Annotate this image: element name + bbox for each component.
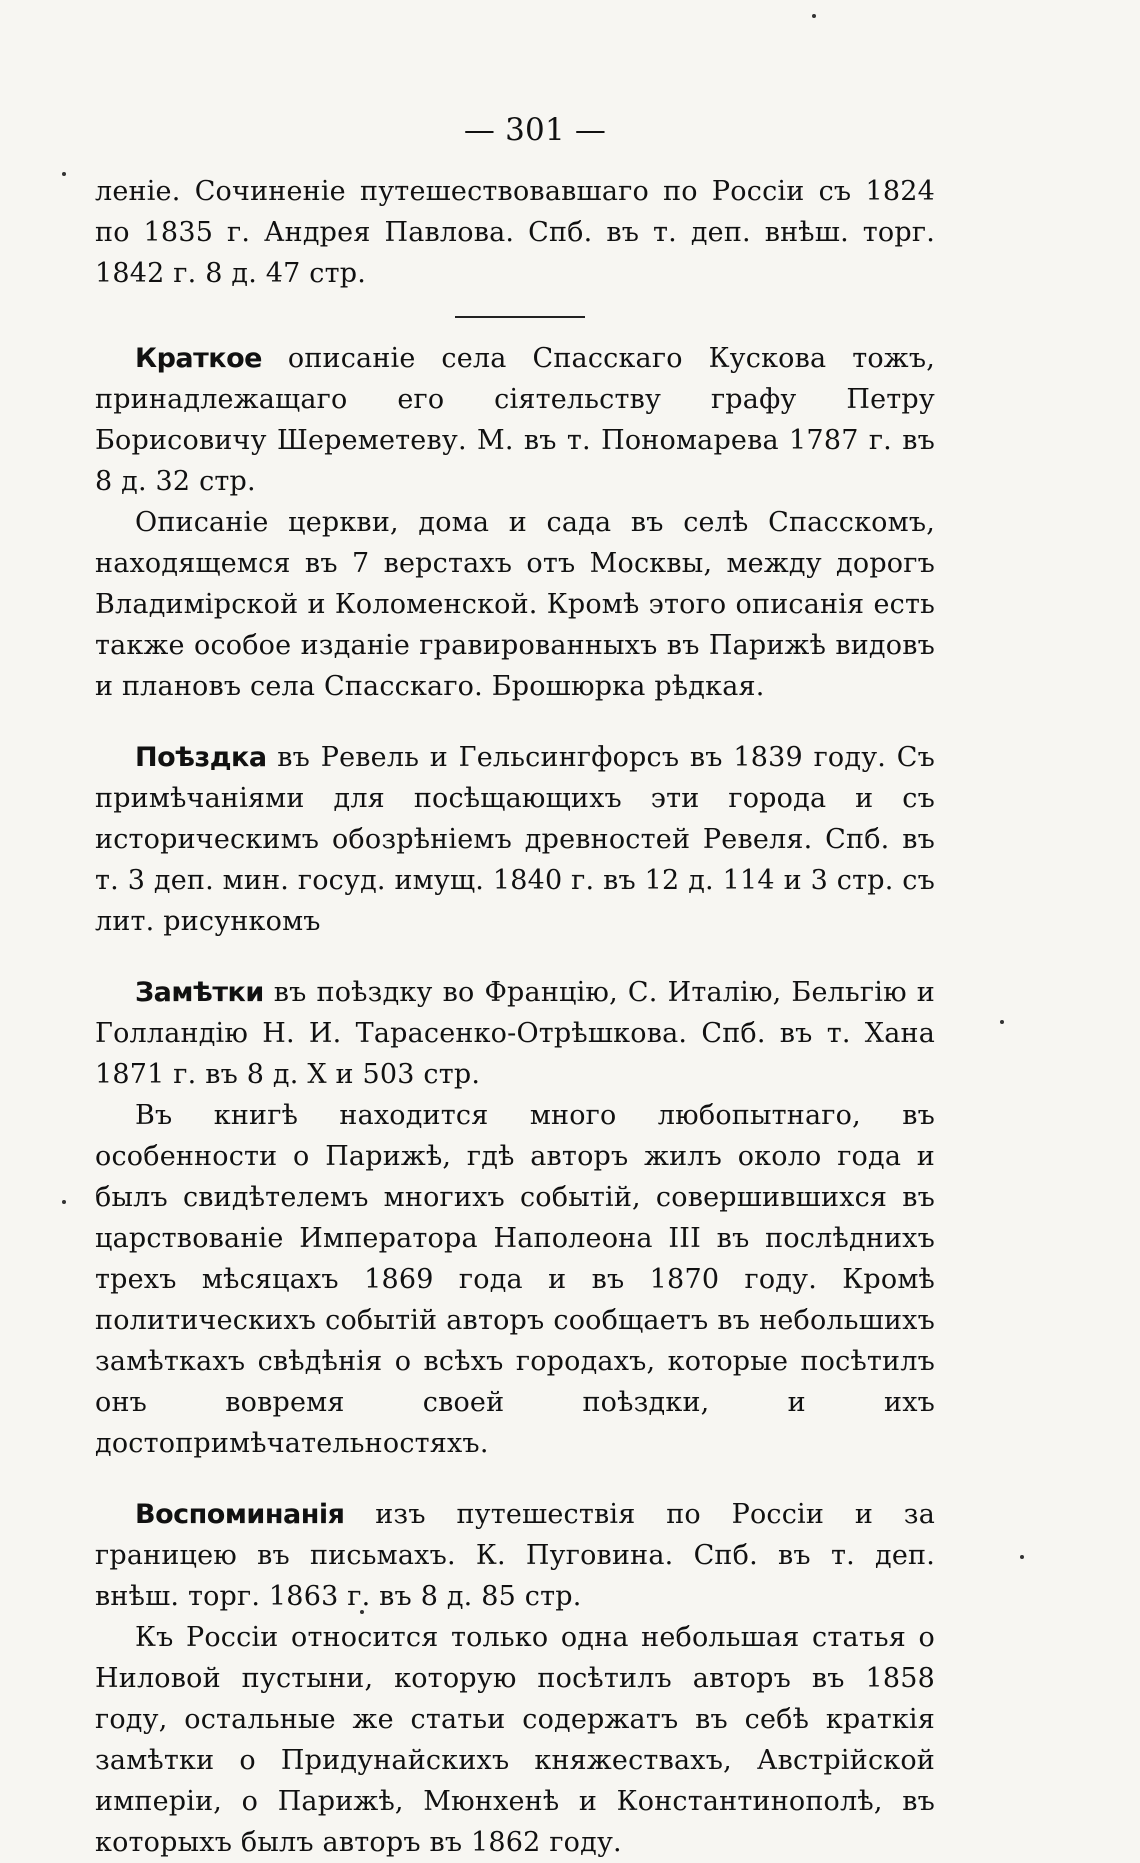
intro-paragraph: леніе. Сочиненіе путешествовавшаго по Россіи съ 1824 по 1835 г. Андрея Павлова. Спб. въ т. деп. внѣш. торг. 1842 г. 8 д. 47 стр. (95, 176, 935, 289)
entry-annotation: Къ Россіи относится только одна небольшая статья о Ниловой пустыни, которую посѣтилъ авторъ въ 1858 году, остальные же статьи содержатъ въ себѣ краткія замѣтки о Придунайскихъ княжествахъ, Австрійской имперіи, о Парижѣ, Мюнхенѣ и Константинополѣ, въ которыхъ былъ авторъ въ 1862 году. (95, 1622, 935, 1858)
entry-lead-word: Замѣтки (135, 977, 264, 1008)
scan-speck (1020, 1555, 1024, 1559)
scan-speck (1000, 1020, 1004, 1024)
entry-lead-word: Воспоминанія (135, 1499, 345, 1530)
scan-speck (62, 1200, 66, 1204)
entry-citation-text: описаніе села Спасскаго Кускова тожъ, принадлежащаго его сіятельству графу Петру Борисовичу Шереметеву. М. въ т. Пономарева 1787 г. въ 8 д. 32 стр. (95, 343, 935, 497)
entry-lead-word: Поѣздка (135, 742, 267, 773)
page-body (95, 110, 935, 1863)
entry-vospominaniya (95, 1494, 935, 1863)
entry-citation (95, 737, 935, 942)
entry-citation (95, 972, 935, 1095)
section-divider (455, 316, 585, 318)
entry-poezdka (95, 737, 935, 942)
page-number: — 301 — (463, 112, 607, 148)
entry-annotation: Въ книгѣ находится много любопытнаго, въ особенности о Парижѣ, гдѣ авторъ жилъ около года и былъ свидѣтелемъ многихъ событій, совершившихся въ царствованіе Императора Наполеона III въ послѣднихъ трехъ мѣсяцахъ 1869 года и въ 1870 году. Кромѣ политическихъ событій авторъ сообщаетъ въ небольшихъ замѣткахъ свѣдѣнія о всѣхъ городахъ, которые посѣтилъ онъ вовремя своей поѣздки, и ихъ достопримѣчательностяхъ. (95, 1100, 935, 1459)
entry-spacer (95, 707, 935, 737)
scan-speck (62, 172, 66, 176)
entry-spacer (95, 942, 935, 972)
entry-citation-text: изъ путешествія по Россіи и за границею въ письмахъ. К. Пуговина. Спб. въ т. деп. внѣш. торг. 1863 г. въ 8 д. 85 стр. (95, 1499, 935, 1612)
entry-zametki (95, 972, 935, 1464)
entry-citation-text: въ Ревель и Гельсингфорсъ въ 1839 году. Съ примѣчаніями для посѣщающихъ эти города и съ историческимъ обозрѣніемъ древностей Ревеля. Спб. въ т. 3 деп. мин. госуд. имущ. 1840 г. въ 12 д. 114 и 3 стр. съ лит. рисункомъ (95, 742, 935, 937)
entry-citation-text: въ поѣздку во Францію, С. Италію, Бельгію и Голландію Н. И. Тарасенко-Отрѣшкова. Спб. въ т. Хана 1871 г. въ 8 д. X и 503 стр. (95, 977, 935, 1090)
entry-annotation: Описаніе церкви, дома и сада въ селѣ Спасскомъ, находящемся въ 7 верстахъ отъ Москвы, между дорогъ Владимірской и Коломенской. Кромѣ этого описанія есть также особое изданіе гравированныхъ въ Парижѣ видовъ и плановъ села Спасскаго. Брошюрка рѣдкая. (95, 507, 935, 702)
entry-lead-word: Краткое (135, 343, 262, 374)
entry-spacer (95, 1464, 935, 1494)
entry-kratkoe (95, 338, 935, 707)
scan-speck (812, 14, 816, 18)
entry-citation (95, 338, 935, 502)
entry-citation (95, 1494, 935, 1617)
